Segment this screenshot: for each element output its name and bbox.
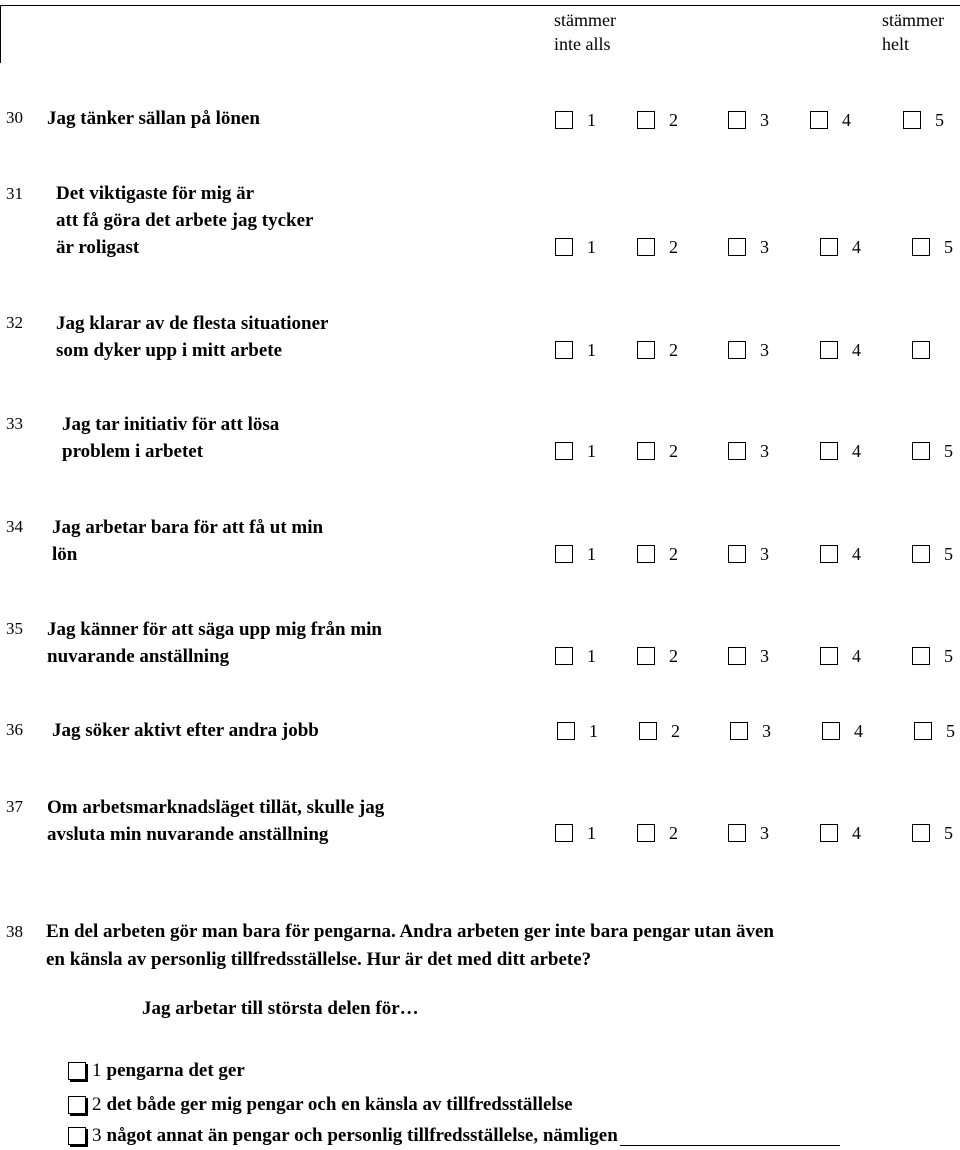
- rating-option[interactable]: 5: [912, 822, 953, 844]
- checkbox[interactable]: [810, 111, 828, 129]
- checkbox[interactable]: [822, 722, 840, 740]
- rating-option[interactable]: 4: [810, 109, 851, 131]
- rating-option[interactable]: 5: [912, 440, 953, 462]
- checkbox[interactable]: [637, 238, 655, 256]
- question-number: 30: [6, 108, 23, 127]
- rating-option[interactable]: 2: [637, 339, 678, 361]
- checkbox[interactable]: [820, 824, 838, 842]
- checkbox[interactable]: [637, 545, 655, 563]
- rating-option[interactable]: 5: [903, 109, 944, 131]
- checkbox[interactable]: [730, 722, 748, 740]
- rating-option[interactable]: 1: [555, 236, 596, 258]
- rating-option[interactable]: 5: [912, 543, 953, 565]
- checkbox[interactable]: [728, 824, 746, 842]
- answer-choice-2[interactable]: 2 det både ger mig pengar och en känsla av tillfredsställelse: [68, 1094, 573, 1116]
- checkbox[interactable]: [820, 442, 838, 460]
- rating-option[interactable]: 3: [728, 236, 769, 258]
- rating-option[interactable]: 1: [555, 339, 596, 361]
- question-text: Jag tar initiativ för att lösa problem i arbetet: [62, 414, 280, 462]
- checkbox[interactable]: [637, 111, 655, 129]
- rating-option[interactable]: 3: [728, 822, 769, 844]
- rating-option[interactable]: 2: [637, 440, 678, 462]
- scale-high-label: [882, 8, 944, 56]
- checkbox[interactable]: [728, 545, 746, 563]
- question-number: 37: [6, 797, 23, 816]
- rating-option[interactable]: 4: [820, 822, 861, 844]
- checkbox[interactable]: [555, 545, 573, 563]
- checkbox[interactable]: [912, 442, 930, 460]
- checkbox[interactable]: [555, 341, 573, 359]
- question-text: Om arbetsmarknadsläget tillät, skulle jag avsluta min nuvarande anställning: [47, 797, 385, 845]
- rating-scale-q36: [0, 720, 960, 742]
- rating-scale-q31: [0, 236, 960, 258]
- rating-option[interactable]: 3: [728, 440, 769, 462]
- checkbox[interactable]: [912, 824, 930, 842]
- question-text: Jag känner för att säga upp mig från min nuvarande anställning: [47, 619, 382, 667]
- checkbox[interactable]: [555, 442, 573, 460]
- checkbox[interactable]: [728, 111, 746, 129]
- checkbox[interactable]: [820, 545, 838, 563]
- rating-scale-q33: [0, 440, 960, 462]
- rating-option[interactable]: 3: [730, 720, 771, 742]
- scale-low-line2: inte alls: [554, 34, 611, 54]
- rating-scale-q34: [0, 543, 960, 565]
- scale-high-line2: helt: [882, 34, 909, 54]
- rating-option[interactable]: 5: [912, 236, 953, 258]
- rating-option[interactable]: 1: [555, 109, 596, 131]
- rating-option[interactable]: 2: [637, 822, 678, 844]
- rating-option[interactable]: 5: [914, 720, 955, 742]
- header-left-border: [0, 5, 1, 63]
- other-answer-blank[interactable]: [620, 1127, 840, 1146]
- question-text: Jag arbetar bara för att få ut min lön: [52, 517, 324, 565]
- rating-option[interactable]: 1: [555, 543, 596, 565]
- rating-option[interactable]: 3: [728, 543, 769, 565]
- rating-option[interactable]: 4: [820, 543, 861, 565]
- rating-option[interactable]: 4: [820, 645, 861, 667]
- checkbox[interactable]: [637, 341, 655, 359]
- checkbox[interactable]: [728, 442, 746, 460]
- checkbox[interactable]: [555, 238, 573, 256]
- question-number: 31: [6, 184, 23, 203]
- answer-choice-1[interactable]: 1 pengarna det ger: [68, 1060, 245, 1082]
- rating-option[interactable]: 1: [555, 645, 596, 667]
- rating-scale-q37: [0, 822, 960, 844]
- rating-option[interactable]: 2: [637, 109, 678, 131]
- checkbox[interactable]: [912, 647, 930, 665]
- question-text: Jag klarar av de flesta situationer som dyker upp i mitt arbete: [56, 313, 329, 361]
- question-subprompt: Jag arbetar till största delen för…: [142, 998, 419, 1019]
- question-number: 36: [6, 720, 23, 739]
- rating-option[interactable]: 3: [728, 109, 769, 131]
- checkbox[interactable]: [912, 238, 930, 256]
- rating-option[interactable]: 5: [912, 645, 953, 667]
- rating-scale-q32: [0, 339, 960, 361]
- rating-option[interactable]: 4: [820, 236, 861, 258]
- rating-option[interactable]: 2: [637, 236, 678, 258]
- checkbox[interactable]: [555, 824, 573, 842]
- checkbox[interactable]: [820, 238, 838, 256]
- rating-option[interactable]: 1: [555, 822, 596, 844]
- scale-low-line1: stämmer: [554, 10, 616, 30]
- question-number: 38: [6, 922, 23, 941]
- rating-option[interactable]: 1: [557, 720, 598, 742]
- checkbox[interactable]: [68, 1127, 86, 1145]
- checkbox[interactable]: [820, 341, 838, 359]
- rating-option[interactable]: 2: [639, 720, 680, 742]
- checkbox[interactable]: [728, 341, 746, 359]
- rating-option[interactable]: 1: [555, 440, 596, 462]
- checkbox[interactable]: [68, 1096, 86, 1114]
- checkbox[interactable]: [557, 722, 575, 740]
- question-number: 32: [6, 313, 23, 332]
- rating-option[interactable]: 4: [822, 720, 863, 742]
- checkbox[interactable]: [637, 824, 655, 842]
- question-number: 34: [6, 517, 23, 536]
- scale-low-label: [554, 8, 616, 56]
- question-text: En del arbeten gör man bara för pengarna. Andra arbeten ger inte bara pengar utan även en känsla av personlig tillfredsställelse. Hur är det med ditt arbete?: [46, 921, 774, 970]
- header-top-border: [0, 5, 960, 6]
- rating-option[interactable]: 3: [728, 339, 769, 361]
- question-text: Jag tänker sällan på lönen: [47, 108, 260, 129]
- rating-option[interactable]: 2: [637, 543, 678, 565]
- checkbox[interactable]: [728, 238, 746, 256]
- checkbox[interactable]: [820, 647, 838, 665]
- checkbox[interactable]: [68, 1062, 86, 1080]
- checkbox[interactable]: [903, 111, 921, 129]
- answer-choice-3[interactable]: 3 något annat än pengar och personlig tillfredsställelse, nämligen: [68, 1125, 840, 1147]
- rating-option[interactable]: [912, 339, 944, 361]
- rating-option[interactable]: 3: [728, 645, 769, 667]
- question-text: Jag söker aktivt efter andra jobb: [52, 720, 319, 741]
- checkbox[interactable]: [912, 545, 930, 563]
- checkbox[interactable]: [555, 111, 573, 129]
- rating-option[interactable]: 4: [820, 440, 861, 462]
- question-number: 35: [6, 619, 23, 638]
- rating-scale-q35: [0, 645, 960, 667]
- checkbox[interactable]: [912, 341, 930, 359]
- scale-high-line1: stämmer: [882, 10, 944, 30]
- checkbox[interactable]: [639, 722, 657, 740]
- question-text: Det viktigaste för mig är att få göra det arbete jag tycker är roligast: [56, 183, 314, 258]
- rating-option[interactable]: 2: [637, 645, 678, 667]
- rating-scale-q30: [0, 109, 960, 131]
- checkbox[interactable]: [914, 722, 932, 740]
- checkbox[interactable]: [637, 442, 655, 460]
- question-number: 33: [6, 414, 23, 433]
- rating-option[interactable]: 4: [820, 339, 861, 361]
- checkbox[interactable]: [637, 647, 655, 665]
- checkbox[interactable]: [728, 647, 746, 665]
- checkbox[interactable]: [555, 647, 573, 665]
